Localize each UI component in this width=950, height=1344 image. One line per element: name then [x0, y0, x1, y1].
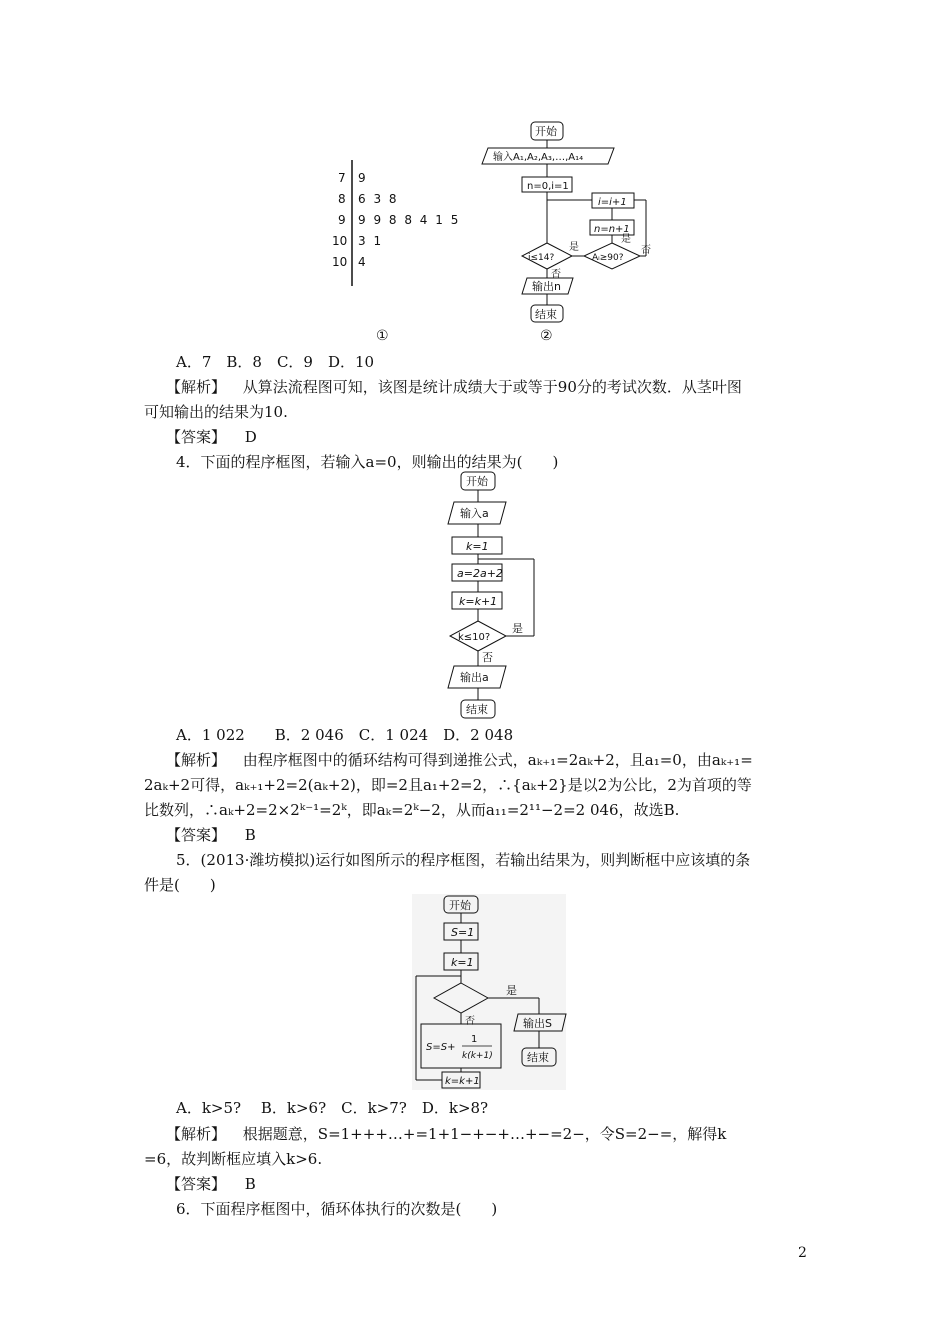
stem-1: 8: [338, 192, 346, 206]
figure-label-2: ②: [540, 328, 553, 344]
leaves-4: 4: [358, 255, 366, 269]
q5-no: 否: [465, 1016, 475, 1027]
q4-cond-text: k≤10?: [458, 632, 491, 643]
q5-answer: B: [244, 1175, 256, 1193]
q5-analysis-tag: 【解析】: [166, 1125, 227, 1143]
flow1-cond-i-text: i≤14?: [528, 253, 555, 263]
flow1-cond-a-text: Aᵢ≥90?: [592, 253, 624, 263]
q4-analysis-text-1: 由程序框图中的循环结构可得到递推公式，aₖ₊₁=2aₖ+2，且a₁=0，由aₖ₊₁=: [242, 751, 753, 769]
flow1-no1: 否: [551, 269, 561, 280]
q3-analysis-line-1: [166, 377, 742, 397]
flow1-inc-n-text: n=n+1: [594, 224, 630, 235]
figure-q3: [0, 0, 950, 360]
flow1-yes1: 是: [569, 242, 579, 253]
q5-frac-den: k(k+1): [462, 1051, 493, 1061]
q4-analysis-tag: 【解析】: [166, 751, 227, 769]
stem-4: 10: [332, 255, 348, 269]
q3-analysis-tag: 【解析】: [166, 378, 227, 396]
q4-stem: 4．下面的程序框图，若输入a=0，则输出的结果为( ): [176, 453, 559, 471]
flow1-yes2: 是: [621, 234, 631, 245]
leaves-1: 6 3 8: [358, 192, 399, 206]
figure-label-1: ①: [376, 328, 389, 344]
q4-analysis-line-3: 比数列，∴aₖ+2=2×2ᵏ⁻¹=2ᵏ，即aₖ=2ᵏ−2，从而a₁₁=2¹¹−2=2 046，故选B.: [144, 801, 680, 819]
q4-yes: 是: [512, 622, 523, 635]
q4-answer-tag: 【答案】: [166, 826, 227, 844]
figure-q4: [0, 468, 950, 723]
q5-init-s-text: S=1: [451, 926, 475, 939]
q3-analysis-line-2: 可知输出的结果为10.: [144, 403, 288, 421]
q4-init-text: k=1: [466, 540, 489, 553]
q4-no: 否: [482, 651, 493, 664]
flow1-start-text: 开始: [535, 125, 557, 138]
q4-input-text: 输入a: [460, 507, 489, 520]
leaves-3: 3 1: [358, 234, 384, 248]
q4-start-text: 开始: [466, 475, 488, 488]
q5-output-text: 输出S: [523, 1017, 552, 1030]
q4-answer-line: [166, 825, 256, 845]
q5-end-text: 结束: [527, 1051, 549, 1064]
q5-inc-k-text: k=k+1: [445, 1076, 480, 1087]
flow1-input-text: 输入A₁,A₂,A₃,…,A₁₄: [493, 152, 584, 163]
q5-frac-num: 1: [471, 1034, 478, 1045]
q4-end-text: 结束: [466, 703, 488, 716]
flow1-init-text: n=0,i=1: [527, 181, 569, 192]
stem-3: 10: [332, 234, 348, 248]
q6-stem: 6．下面程序框图中，循环体执行的次数是( ): [176, 1200, 498, 1218]
q3-answer-line: [166, 427, 257, 447]
q5-stem-line-2: 件是( ): [144, 876, 216, 894]
flow1-inc-i-text: i=i+1: [598, 197, 627, 208]
q5-start-text: 开始: [449, 899, 471, 912]
q4-step1-text: a=2a+2: [457, 567, 503, 580]
figure-q5: [0, 890, 950, 1095]
q4-answer: B: [244, 826, 256, 844]
stem-0: 7: [338, 171, 346, 185]
q3-options: A．7 B．8 C．9 D．10: [176, 353, 375, 371]
page-number: 2: [798, 1245, 807, 1261]
q5-init-k-text: k=1: [451, 956, 474, 969]
q5-answer-line: [166, 1174, 256, 1194]
flow1-end-text: 结束: [535, 308, 557, 321]
q3-answer-tag: 【答案】: [166, 428, 227, 446]
leaves-2: 9 9 8 8 4 1 5: [358, 213, 461, 227]
flow1-no2: 否: [641, 245, 651, 256]
leaves-0: 9: [358, 171, 366, 185]
stem-leaf-plot: [332, 160, 460, 286]
q3-analysis-text-1: 从算法流程图可知，该图是统计成绩大于或等于90分的考试次数．从茎叶图: [242, 378, 742, 396]
q5-analysis-text-1: 根据题意，S=1+++…+=1+1−+−+…+−=2−，令S=2−=，解得k: [242, 1125, 727, 1143]
q5-options: A．k>5? B．k>6? C．k>7? D．k>8?: [176, 1099, 489, 1117]
q3-answer: D: [244, 428, 257, 446]
flow1-output-text: 输出n: [532, 280, 561, 293]
stem-2: 9: [338, 213, 346, 227]
q4-options: A．1 022 B．2 046 C．1 024 D．2 048: [176, 726, 514, 744]
q5-stem-line-1: 5．(2013·潍坊模拟)运行如图所示的程序框图，若输出结果为，则判断框中应该填的条: [176, 851, 751, 869]
q4-step2-text: k=k+1: [459, 595, 498, 608]
q4-output-text: 输出a: [460, 671, 489, 684]
q5-yes: 是: [506, 984, 517, 997]
q5-analysis-line-1: [166, 1124, 726, 1144]
q5-answer-tag: 【答案】: [166, 1175, 227, 1193]
q5-analysis-line-2: =6，故判断框应填入k>6.: [144, 1150, 323, 1168]
q4-analysis-line-2: 2aₖ+2可得，aₖ₊₁+2=2(aₖ+2)，即=2且a₁+2=2，∴{aₖ+2}是以2为公比，2为首项的等: [144, 776, 752, 794]
q5-update-prefix: S=S+: [426, 1042, 456, 1053]
q4-analysis-line-1: [166, 750, 753, 770]
